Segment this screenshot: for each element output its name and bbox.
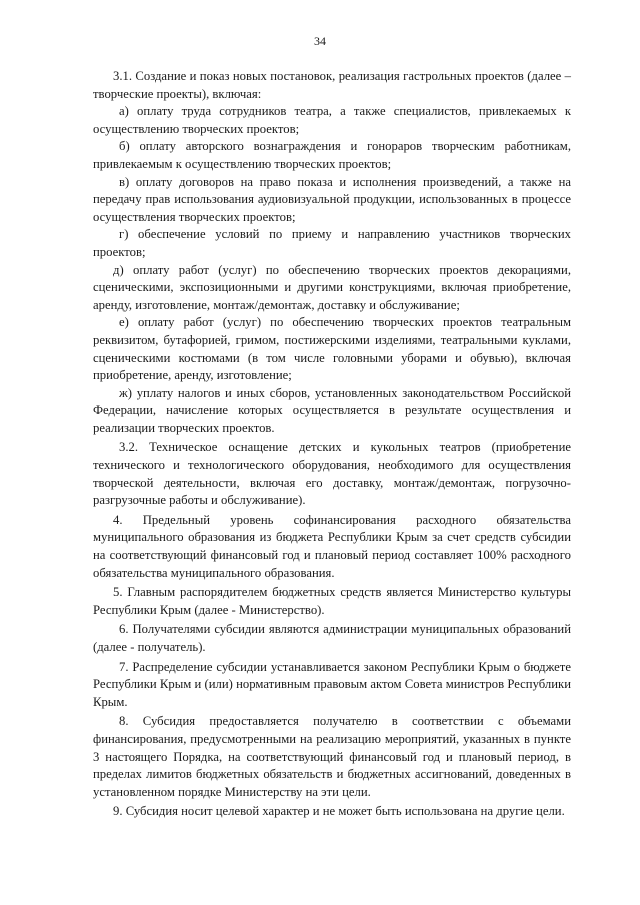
paragraph-9: 9. Субсидия носит целевой характер и не может быть использована на другие цели. [113,804,565,819]
paragraph-3-1-d: д) оплату работ (услуг) по обеспечению творческих проектов декорациями, сценическими, экспозиционными и другими конструкциями, включая приобретение, аренду, изготовление, монтаж/демонтаж, доставку и обслуживание; [93,262,571,312]
paragraph-3-1-zh: ж) уплату налогов и иных сборов, установленных законодательством Российской Федерации, начисление которых осуществляется в результате осуществления и реализации творческих проектов. [93,385,571,435]
paragraph-5: 5. Главным распорядителем бюджетных средств является Министерство культуры Республики Крым (далее - Министерство). [93,585,571,617]
paragraph-6: 6. Получателями субсидии являются администрации муниципальных образований (далее - получатель). [93,622,571,654]
paragraph-3-2: 3.2. Техническое оснащение детских и кукольных театров (приобретение технического и технологического оборудования, необходимого для осуществления творческой деятельности, включая его доставку, монтаж/демонтаж, погрузочно-разгрузочные работы и обслуживание). [93,440,571,508]
page-number: 34 [314,34,326,48]
document-body [93,68,571,821]
paragraph-3-1-a: а) оплату труда сотрудников театра, а также специалистов, привлекаемых к осуществлению творческих проектов; [93,104,571,136]
paragraph-3-1-v: в) оплату договоров на право показа и исполнения произведений, а также на передачу прав использования аудиовизуальной продукции, использованных в процессе осуществления творческих проектов; [93,174,571,224]
paragraph-3-1-g: г) обеспечение условий по приему и направлению участников творческих проектов; [93,227,571,259]
paragraph-8: 8. Субсидия предоставляется получателю в соответствии с объемами финансирования, предусмотренными на реализацию мероприятий, указанных в пункте 3 настоящего Порядка, на соответствующий финансовый год и плановый период, в пределах лимитов бюджетных обязательств и бюджетных ассигнований, доведенных в установленном порядке Министерству на эти цели. [93,714,571,799]
paragraph-3-1: 3.1. Создание и показ новых постановок, реализация гастрольных проектов (далее – творческие проекты), включая: [93,69,571,101]
paragraph-7: 7. Распределение субсидии устанавливается законом Республики Крым о бюджете Республики Крым и (или) нормативным правовым актом Совета министров Республики Крым. [93,659,571,709]
paragraph-3-1-b: б) оплату авторского вознаграждения и гонораров творческим работникам, привлекаемым к осуществлению творческих проектов; [93,139,571,171]
paragraph-3-1-e: е) оплату работ (услуг) по обеспечению творческих проектов театральным реквизитом, бутафорией, гримом, постижерскими изделиями, театральными куклами, сценическими костюмами (в том числе головными уборами и обувью), включая приобретение, аренду, изготовление; [93,315,571,383]
paragraph-4: 4. Предельный уровень софинансирования расходного обязательства муниципального образования из бюджета Республики Крым за счет средств субсидии на соответствующий финансовый год и плановый период составляет 100% расходного обязательства муниципального образования. [93,512,571,580]
